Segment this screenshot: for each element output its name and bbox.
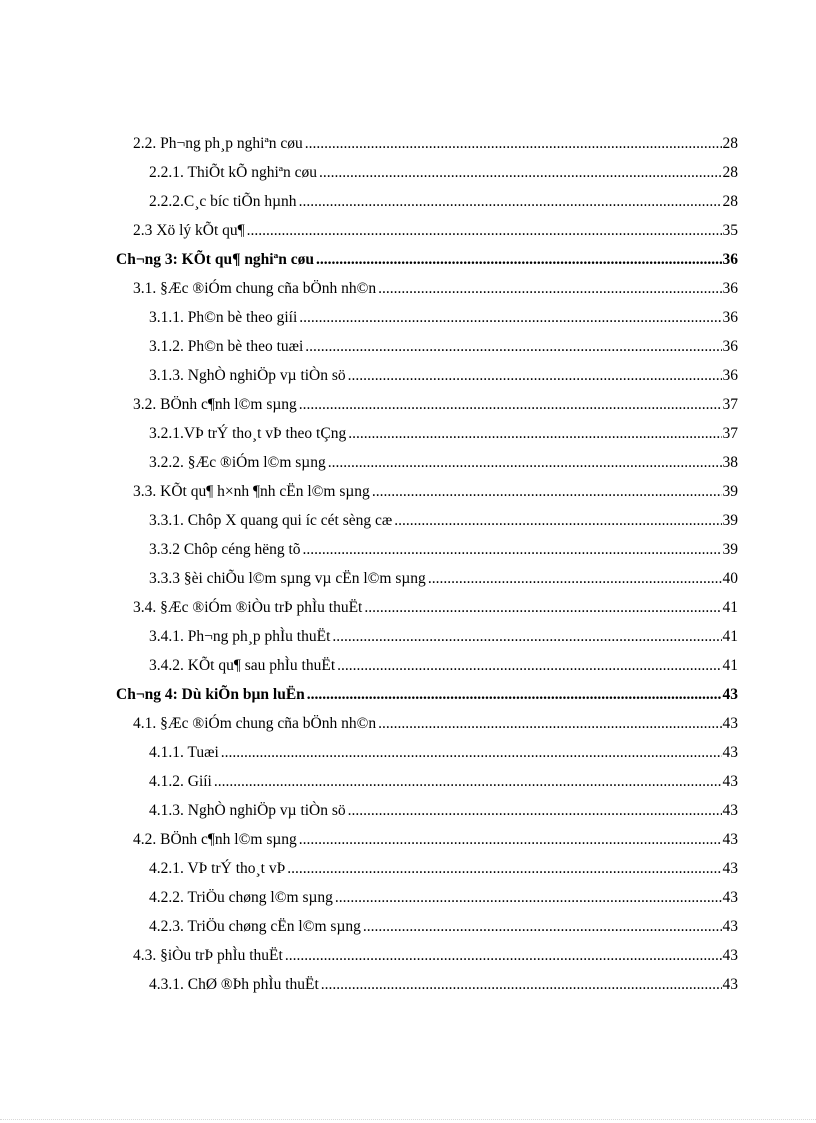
table-of-contents: [0, 129, 816, 999]
toc-entry[interactable]: [0, 738, 738, 767]
toc-entry[interactable]: [0, 941, 738, 970]
toc-leader-dots: [221, 738, 722, 767]
toc-entry-title: 3.1.1. Ph©n bè theo giíi: [149, 309, 298, 326]
toc-leader-dots: [303, 535, 722, 564]
toc-leader-dots: [378, 274, 721, 303]
toc-entry-page: 36: [722, 251, 738, 268]
toc-entry-page: 41: [722, 628, 738, 645]
toc-entry[interactable]: [0, 564, 738, 593]
toc-leader-dots: [316, 245, 721, 274]
toc-entry-page: 36: [722, 367, 738, 384]
toc-leader-dots: [285, 941, 722, 970]
toc-entry-title: 4.1.1. Tuæi: [149, 744, 219, 761]
toc-entry-page: 28: [722, 135, 738, 152]
toc-entry-page: 37: [722, 396, 738, 413]
toc-entry[interactable]: [0, 187, 738, 216]
toc-entry-title: 2.2.1. ThiÕt kÕ nghiªn cøu: [149, 164, 318, 181]
toc-entry[interactable]: [0, 709, 738, 738]
toc-entry-page: 41: [722, 599, 738, 616]
toc-entry[interactable]: [0, 622, 738, 651]
toc-entry-page: 35: [722, 222, 738, 239]
toc-entry-title: 3.1.3. NghÒ nghiÖp vµ tiÒn sö: [149, 367, 346, 384]
toc-entry-page: 43: [722, 918, 738, 935]
toc-entry-page: 43: [722, 947, 738, 964]
toc-leader-dots: [363, 912, 722, 941]
toc-entry-title: Ch¬ng 3: KÕt qu¶ nghiªn cøu: [116, 251, 315, 268]
toc-entry-title: 4.3. §iÒu trÞ phÌu thuËt: [133, 947, 283, 964]
toc-entry-title: 2.3 Xö lý kÕt qu¶: [133, 222, 245, 239]
toc-leader-dots: [348, 361, 722, 390]
toc-entry[interactable]: [0, 506, 738, 535]
toc-entry-title: 4.1. §Æc ®iÓm chung cña bÖnh nh©n: [133, 715, 377, 732]
toc-leader-dots: [299, 187, 722, 216]
toc-entry-title: 3.2. BÖnh c¶nh l©m sµng: [133, 396, 297, 413]
page-bottom-divider: [0, 1119, 816, 1120]
toc-entry[interactable]: [0, 419, 738, 448]
toc-entry[interactable]: [0, 477, 738, 506]
toc-entry-page: 41: [722, 657, 738, 674]
toc-entry-page: 36: [722, 338, 738, 355]
toc-entry[interactable]: [0, 593, 738, 622]
toc-entry-title: 3.3.1. Chôp X quang qui íc cét sèng cæ: [149, 512, 393, 529]
toc-entry-page: 43: [722, 889, 738, 906]
toc-entry[interactable]: [0, 825, 738, 854]
toc-entry-title: 2.2. Ph¬ng ph¸p nghiªn cøu: [133, 135, 303, 152]
toc-entry[interactable]: [0, 912, 738, 941]
toc-leader-dots: [378, 709, 721, 738]
toc-entry-title: 4.2. BÖnh c¶nh l©m sµng: [133, 831, 297, 848]
toc-entry-page: 43: [722, 715, 738, 732]
toc-entry-title: Ch¬ng 4: Dù kiÕn bµn luËn: [116, 686, 305, 703]
toc-leader-dots: [372, 477, 722, 506]
toc-entry-page: 43: [722, 860, 738, 877]
toc-leader-dots: [348, 796, 722, 825]
toc-leader-dots: [214, 767, 722, 796]
toc-leader-dots: [247, 216, 722, 245]
toc-entry-title: 3.3. KÕt qu¶ h×nh ¶nh cËn l©m sµng: [133, 483, 370, 500]
toc-entry-page: 38: [722, 454, 738, 471]
toc-entry[interactable]: [0, 361, 738, 390]
toc-entry-page: 37: [722, 425, 738, 442]
toc-entry[interactable]: [0, 332, 738, 361]
toc-leader-dots: [328, 448, 722, 477]
toc-entry-title: 3.2.1.VÞ trÝ tho¸t vÞ theo tÇng: [149, 425, 347, 442]
toc-entry-page: 36: [722, 280, 738, 297]
toc-entry-page: 43: [722, 976, 738, 993]
toc-entry-title: 4.2.1. VÞ trÝ tho¸t vÞ: [149, 860, 286, 877]
toc-entry[interactable]: [0, 303, 738, 332]
toc-entry-page: 43: [722, 744, 738, 761]
toc-entry-title: 3.1.2. Ph©n bè theo tuæi: [149, 338, 304, 355]
toc-chapter-entry[interactable]: [0, 245, 738, 274]
toc-leader-dots: [307, 680, 722, 709]
toc-leader-dots: [364, 593, 721, 622]
toc-entry-title: 4.2.3. TriÖu chøng cËn l©m sµng: [149, 918, 361, 935]
toc-entry[interactable]: [0, 796, 738, 825]
toc-entry-page: 43: [722, 831, 738, 848]
toc-entry-title: 4.1.3. NghÒ nghiÖp vµ tiÒn sö: [149, 802, 346, 819]
toc-leader-dots: [428, 564, 722, 593]
toc-leader-dots: [299, 303, 721, 332]
toc-entry[interactable]: [0, 216, 738, 245]
toc-leader-dots: [299, 390, 722, 419]
toc-leader-dots: [319, 158, 721, 187]
toc-entry-page: 39: [722, 483, 738, 500]
toc-entry-page: 36: [722, 309, 738, 326]
toc-entry-page: 43: [722, 802, 738, 819]
toc-entry[interactable]: [0, 767, 738, 796]
toc-entry[interactable]: [0, 883, 738, 912]
toc-entry-title: 3.3.2 Chôp céng hëng tõ: [149, 541, 301, 558]
toc-leader-dots: [299, 825, 722, 854]
toc-entry[interactable]: [0, 535, 738, 564]
toc-entry-title: 4.2.2. TriÖu chøng l©m sµng: [149, 889, 333, 906]
toc-entry-page: 43: [722, 773, 738, 790]
toc-entry[interactable]: [0, 274, 738, 303]
toc-leader-dots: [332, 622, 721, 651]
toc-entry-title: 3.4. §Æc ®iÓm ®iÒu trÞ phÌu thuËt: [133, 599, 363, 616]
toc-leader-dots: [394, 506, 721, 535]
toc-entry-page: 28: [722, 164, 738, 181]
toc-entry[interactable]: [0, 158, 738, 187]
toc-entry[interactable]: [0, 854, 738, 883]
toc-entry[interactable]: [0, 129, 738, 158]
toc-entry-page: 40: [722, 570, 738, 587]
toc-entry-page: 43: [722, 686, 738, 703]
toc-entry-title: 3.4.2. KÕt qu¶ sau phÌu thuËt: [149, 657, 336, 674]
toc-entry[interactable]: [0, 651, 738, 680]
toc-leader-dots: [305, 129, 722, 158]
toc-leader-dots: [348, 419, 721, 448]
toc-entry[interactable]: [0, 390, 738, 419]
toc-entry-title: 4.3.1. ChØ ®Þh phÌu thuËt: [149, 976, 319, 993]
toc-chapter-entry[interactable]: [0, 680, 738, 709]
toc-leader-dots: [335, 883, 722, 912]
toc-entry-title: 4.1.2. Giíi: [149, 773, 212, 790]
toc-entry-title: 2.2.2.C¸c bíc tiÕn hµnh: [149, 193, 297, 210]
toc-entry-page: 28: [722, 193, 738, 210]
toc-entry-page: 39: [722, 541, 738, 558]
toc-leader-dots: [337, 651, 721, 680]
toc-entry-page: 39: [722, 512, 738, 529]
toc-entry-title: 3.1. §Æc ®iÓm chung cña bÖnh nh©n: [133, 280, 377, 297]
toc-entry-title: 3.2.2. §Æc ®iÓm l©m sµng: [149, 454, 326, 471]
toc-leader-dots: [321, 970, 722, 999]
toc-entry-title: 3.3.3 §èi chiÕu l©m sµng vµ cËn l©m sµng: [149, 570, 426, 587]
toc-leader-dots: [287, 854, 721, 883]
toc-entry-title: 3.4.1. Ph¬ng ph¸p phÌu thuËt: [149, 628, 331, 645]
toc-leader-dots: [305, 332, 721, 361]
toc-entry[interactable]: [0, 970, 738, 999]
toc-entry[interactable]: [0, 448, 738, 477]
